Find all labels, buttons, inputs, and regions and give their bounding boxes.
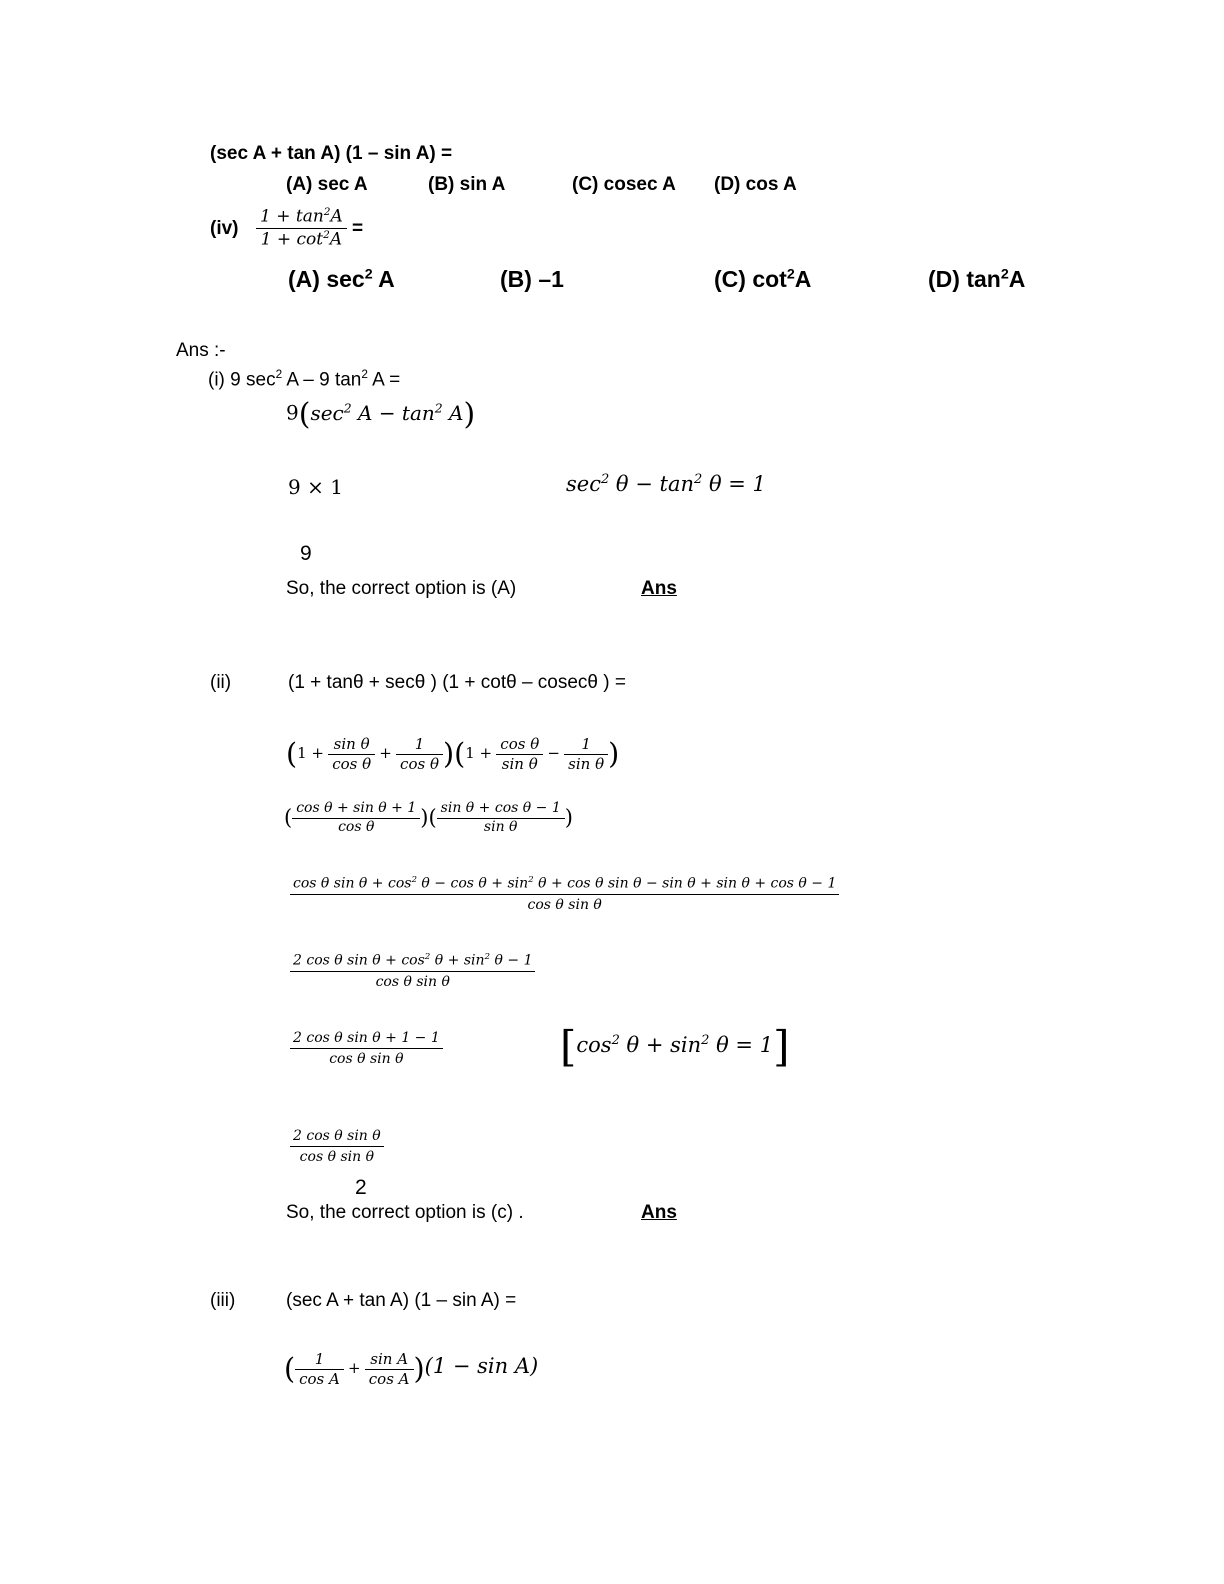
fraction-denominator-tail: A bbox=[329, 229, 343, 250]
line3-den: cos θ sin θ bbox=[527, 896, 602, 913]
part3-f2-num: sin A bbox=[365, 1350, 414, 1370]
step1-sec: sec bbox=[310, 400, 344, 425]
line1-f4-num: 1 bbox=[564, 735, 608, 755]
fraction-denominator: 1 + cot bbox=[260, 229, 324, 250]
line5-identity-cos: cos bbox=[576, 1033, 612, 1058]
line3-num-c: θ + cos θ sin θ − sin θ + sin θ + cos θ − 1 bbox=[533, 875, 837, 892]
line1-one-a: 1 + bbox=[297, 744, 325, 763]
part-iii-statement: (sec A + tan A) (1 – sin A) = bbox=[286, 1290, 517, 1311]
part-ii-result: 2 bbox=[355, 1176, 367, 1199]
part-i-identity bbox=[566, 472, 766, 496]
part-i-result: 9 bbox=[300, 542, 312, 565]
part-ii-identity-box: [$\cos^2$ $\theta + \sin^2 \theta = 1$] bbox=[560, 1022, 790, 1071]
line5-identity-exponent-1: 2 bbox=[611, 1033, 620, 1049]
line2-f2-den: sin θ bbox=[483, 818, 518, 835]
part-ii-statement: (1 + tanθ + secθ ) (1 + cotθ – cosecθ ) = bbox=[288, 672, 626, 693]
fraction-numerator-exponent: 2 bbox=[323, 206, 331, 218]
line5-identity-middle: θ + sin bbox=[619, 1033, 702, 1058]
question-iii-text: (sec A + tan A) (1 – sin A) = bbox=[210, 143, 453, 164]
fraction-numerator-tail: A bbox=[330, 206, 343, 227]
line1-f1-den: cos θ bbox=[332, 754, 372, 773]
option-b-prefix: (B) –1 bbox=[500, 266, 564, 292]
step1-tan-exponent: 2 bbox=[434, 400, 443, 415]
question-iii-option-d: (D) cos A bbox=[714, 174, 797, 195]
part-iii-label: (iii) bbox=[210, 1290, 236, 1311]
question-iv-option-b bbox=[500, 266, 564, 293]
question-iv-option-a bbox=[288, 266, 395, 293]
part-ii-conclusion: So, the correct option is (c) . bbox=[286, 1202, 524, 1223]
part3-tail: (1 − sin A) bbox=[424, 1354, 539, 1379]
line2-f1-num: cos θ + sin θ + 1 bbox=[292, 800, 420, 819]
line3-exponent-2: 2 bbox=[528, 875, 534, 885]
line4-exponent-2: 2 bbox=[484, 952, 491, 962]
option-d-tail: A bbox=[1008, 266, 1026, 292]
part-i-exponent-1: 2 bbox=[275, 368, 283, 381]
question-iv-fraction bbox=[256, 206, 347, 251]
question-iv-option-c bbox=[714, 266, 811, 293]
line5-den: cos θ sin θ bbox=[329, 1051, 404, 1067]
question-iii-option-b: (B) sin A bbox=[428, 174, 506, 195]
step1-coefficient: 9 bbox=[286, 400, 299, 425]
part-i-conclusion: So, the correct option is (A) bbox=[286, 578, 517, 599]
line2-f1-den: cos θ bbox=[338, 818, 375, 835]
identity-sec: sec bbox=[566, 472, 601, 496]
question-iii-option-a: (A) sec A bbox=[286, 174, 368, 195]
line6-den: cos θ sin θ bbox=[299, 1149, 375, 1165]
identity-sec-exponent: 2 bbox=[600, 472, 610, 487]
step1-sec-exponent: 2 bbox=[343, 400, 352, 415]
part-i-statement-b: A – 9 tan bbox=[282, 369, 362, 391]
option-d-exponent: 2 bbox=[1000, 266, 1009, 283]
part-i-statement-a: 9 sec bbox=[230, 369, 276, 391]
part-ii-ans-label: Ans bbox=[641, 1202, 677, 1223]
step1-middle: A − tan bbox=[351, 400, 435, 425]
part-ii-label: (ii) bbox=[210, 672, 232, 693]
line1-f2-num: 1 bbox=[396, 735, 443, 755]
identity-tan-exponent: 2 bbox=[694, 472, 703, 487]
part-ii-line-2: ( $\frac{\text{cos θ + sin θ + 1}}{\text{cos θ}}$ )( $\frac{\text{sin θ + cos θ − 1}}{\text{sin θ}}$ ) bbox=[284, 800, 573, 835]
line2-f2-num: sin θ + cos θ − 1 bbox=[437, 800, 565, 819]
line3-num-b: θ − cos θ + sin bbox=[416, 875, 529, 892]
part-ii-line-4 bbox=[290, 952, 535, 990]
line4-num-a: 2 cos θ sin θ + cos bbox=[293, 952, 425, 969]
identity-middle: θ − tan bbox=[609, 472, 694, 496]
line1-f3-den: sin θ bbox=[501, 754, 538, 773]
option-c-prefix: (C) cot bbox=[714, 266, 787, 292]
part-i-step-2: 9 × 1 bbox=[288, 475, 343, 499]
option-a-tail: A bbox=[372, 266, 395, 292]
line3-exponent-1: 2 bbox=[411, 875, 417, 885]
line3-num-a: cos θ sin θ + cos bbox=[293, 875, 412, 892]
answer-heading: Ans :- bbox=[176, 340, 226, 361]
line4-den: cos θ sin θ bbox=[375, 973, 450, 990]
part3-plus: + bbox=[348, 1359, 361, 1378]
line1-f3-num: cos θ bbox=[496, 735, 543, 755]
part-i-label: (i) bbox=[208, 369, 225, 391]
part-ii-line-5 bbox=[290, 1030, 443, 1067]
question-iv-option-d bbox=[928, 266, 1025, 293]
option-a-prefix: (A) sec bbox=[288, 266, 365, 292]
option-c-exponent: 2 bbox=[786, 266, 795, 283]
part3-f1-num: 1 bbox=[295, 1350, 344, 1370]
part-i-exponent-2: 2 bbox=[361, 368, 368, 381]
question-iii-option-c: (C) cosec A bbox=[572, 174, 676, 195]
identity-tail: θ = 1 bbox=[702, 472, 766, 496]
step1-tail: A bbox=[442, 400, 464, 425]
line4-num-c: θ − 1 bbox=[490, 952, 533, 969]
part-ii-line-1: (1 + $\frac{\text{sin θ}}{\text{cos θ}}$ + $\frac{1}{\text{cos θ}}$ )(1 + $\frac{\text{cos θ}}{\text{sin θ}}$ − $\frac{1}{\text{sin θ}}$ ) bbox=[286, 735, 620, 773]
line4-exponent-1: 2 bbox=[424, 952, 431, 962]
line1-minus: − bbox=[547, 744, 560, 763]
part-ii-line-3 bbox=[290, 875, 839, 913]
line1-f2-den: cos θ bbox=[400, 754, 439, 773]
option-a-exponent: 2 bbox=[364, 266, 373, 283]
line1-one-b: 1 + bbox=[465, 744, 493, 763]
part-ii-line-6 bbox=[290, 1128, 384, 1165]
line1-f4-den: sin θ bbox=[568, 754, 605, 773]
line4-num-b: θ + sin bbox=[430, 952, 485, 969]
line5-identity-exponent-2: 2 bbox=[701, 1033, 710, 1049]
fraction-numerator: 1 + tan bbox=[260, 206, 324, 227]
line5-num: 2 cos θ sin θ + 1 − 1 bbox=[290, 1030, 443, 1049]
part-i-statement bbox=[208, 368, 400, 391]
part-i-ans-label: Ans bbox=[641, 578, 677, 599]
line1-plus: + bbox=[379, 744, 392, 763]
part-i-step-1: $9(\sec^2$ $A - \tan^2 A$) bbox=[286, 396, 476, 432]
question-iv-equals: = bbox=[352, 218, 364, 239]
option-c-tail: A bbox=[794, 266, 812, 292]
line1-f1-num: sin θ bbox=[328, 735, 375, 755]
line6-num: 2 cos θ sin θ bbox=[290, 1128, 384, 1147]
question-iv-label: (iv) bbox=[210, 218, 239, 239]
fraction-denominator-exponent: 2 bbox=[323, 228, 330, 241]
part3-f2-den: cos A bbox=[368, 1369, 410, 1388]
option-d-prefix: (D) tan bbox=[928, 266, 1001, 292]
part3-f1-den: cos A bbox=[299, 1369, 340, 1388]
part-iii-line-1: ( $\frac{1}{\text{cos A}}$ + $\frac{\text{sin A}}{\text{cos A}}$ )(1 − sin A) bbox=[284, 1350, 539, 1388]
part-i-statement-c: A = bbox=[367, 369, 401, 391]
line5-identity-tail: θ = 1 bbox=[709, 1033, 774, 1058]
